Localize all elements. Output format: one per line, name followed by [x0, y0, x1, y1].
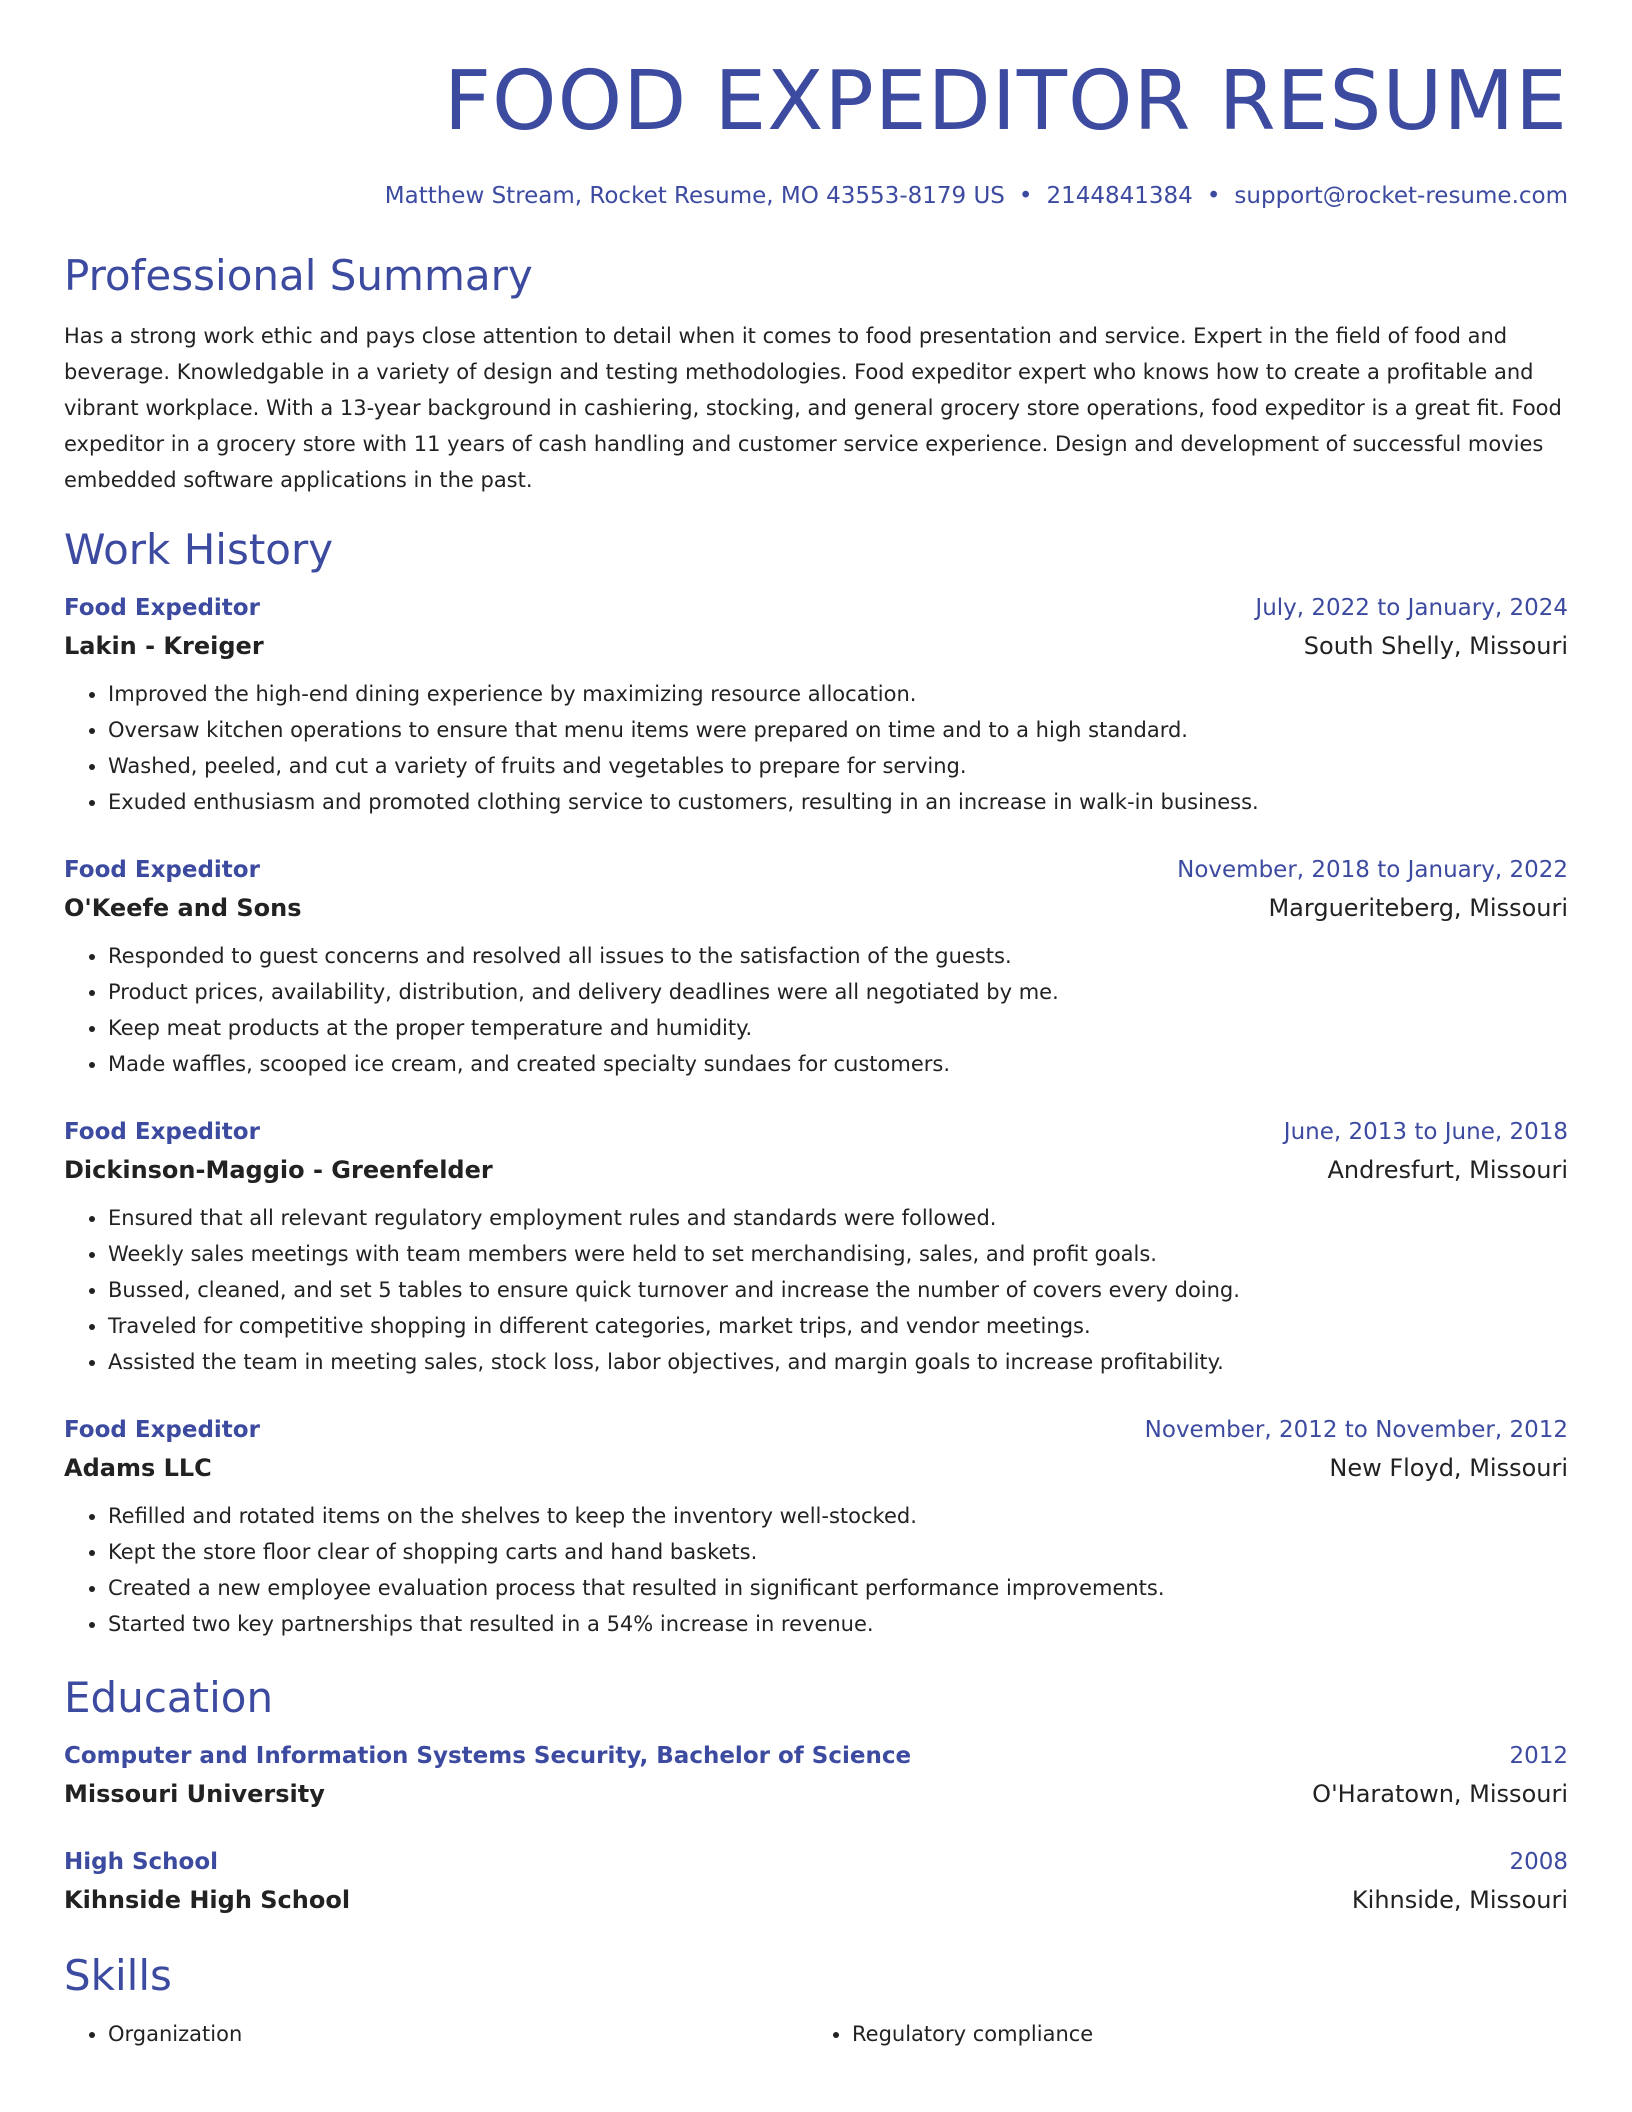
skills-heading: Skills [64, 1951, 172, 2000]
contact-phone: 2144841384 [1046, 183, 1193, 209]
contact-email[interactable]: support@rocket-resume.com [1234, 183, 1568, 209]
job-dates: July, 2022 to January, 2024 [1255, 595, 1568, 621]
job-role: Food Expeditor [64, 857, 260, 883]
job-bullet: • Keep meat products at the proper temperature and humidity. [108, 1010, 1568, 1046]
job-bullet: • Ensured that all relevant regulatory employment rules and standards were followed. [108, 1200, 1568, 1236]
job-bullet: • Made waffles, scooped ice cream, and created specialty sundaes for customers. [108, 1046, 1568, 1082]
job-bullet: • Started two key partnerships that resulted in a 54% increase in revenue. [108, 1606, 1568, 1642]
job-dates: November, 2018 to January, 2022 [1177, 857, 1568, 883]
education-degree: High School [64, 1849, 219, 1875]
job-location: New Floyd, Missouri [1329, 1454, 1568, 1482]
job-company: O'Keefe and Sons [64, 894, 302, 922]
work-history-heading: Work History [64, 525, 334, 574]
job-location: Margueriteberg, Missouri [1268, 894, 1568, 922]
job-dates: November, 2012 to November, 2012 [1144, 1417, 1568, 1443]
job-bullet: • Oversaw kitchen operations to ensure that menu items were prepared on time and to a high standard. [108, 712, 1568, 748]
contact-line [64, 180, 1568, 212]
job-bullet: • Bussed, cleaned, and set 5 tables to ensure quick turnover and increase the number of covers every doing. [108, 1272, 1568, 1308]
job-company-row [64, 1448, 1568, 1488]
job-header-row [64, 1412, 1568, 1448]
education-year: 2012 [1509, 1743, 1568, 1769]
education-entry [64, 1738, 1568, 1814]
job-role: Food Expeditor [64, 1119, 260, 1145]
job-location: South Shelly, Missouri [1303, 632, 1568, 660]
job-bullet: • Traveled for competitive shopping in different categories, market trips, and vendor meetings. [108, 1308, 1568, 1344]
job-company-row [64, 888, 1568, 928]
education-school: Missouri University [64, 1780, 325, 1808]
job-bullets [64, 938, 1568, 1082]
education-header-row [64, 1738, 1568, 1774]
job-header-row [64, 590, 1568, 626]
job-header-row [64, 852, 1568, 888]
job-bullet: • Kept the store floor clear of shopping carts and hand baskets. [108, 1534, 1568, 1570]
job-bullet: • Weekly sales meetings with team members were held to set merchandising, sales, and profit goals. [108, 1236, 1568, 1272]
job-bullet: • Washed, peeled, and cut a variety of fruits and vegetables to prepare for serving. [108, 748, 1568, 784]
contact-separator: • [1206, 183, 1221, 209]
skills-list [64, 2016, 1568, 2052]
contact-address: Matthew Stream, Rocket Resume, MO 43553-8179 US [384, 183, 1005, 209]
job-bullets [64, 676, 1568, 820]
job-header-row [64, 1114, 1568, 1150]
job-bullet: • Responded to guest concerns and resolved all issues to the satisfaction of the guests. [108, 938, 1568, 974]
job-bullets [64, 1200, 1568, 1380]
job-bullet: • Product prices, availability, distribution, and delivery deadlines were all negotiated by me. [108, 974, 1568, 1010]
job-entry [64, 852, 1568, 1082]
job-company-row [64, 1150, 1568, 1190]
education-school: Kihnside High School [64, 1886, 351, 1914]
education-heading: Education [64, 1673, 274, 1722]
job-company: Dickinson-Maggio - Greenfelder [64, 1156, 493, 1184]
job-bullet: • Assisted the team in meeting sales, stock loss, labor objectives, and margin goals to increase profitability. [108, 1344, 1568, 1380]
job-entry [64, 1114, 1568, 1380]
education-header-row [64, 1844, 1568, 1880]
job-entry [64, 1412, 1568, 1642]
education-location: Kihnside, Missouri [1351, 1886, 1568, 1914]
job-role: Food Expeditor [64, 1417, 260, 1443]
education-school-row [64, 1774, 1568, 1814]
job-bullet: • Improved the high-end dining experience by maximizing resource allocation. [108, 676, 1568, 712]
job-dates: June, 2013 to June, 2018 [1283, 1119, 1568, 1145]
job-bullet: • Exuded enthusiasm and promoted clothing service to customers, resulting in an increase in walk-in business. [108, 784, 1568, 820]
skills-column-left [64, 2016, 808, 2052]
job-company: Lakin - Kreiger [64, 632, 264, 660]
job-company-row [64, 626, 1568, 666]
job-company: Adams LLC [64, 1454, 212, 1482]
job-entry [64, 590, 1568, 820]
education-location: O'Haratown, Missouri [1312, 1780, 1568, 1808]
resume-page [64, 0, 1568, 2112]
job-bullet: • Created a new employee evaluation process that resulted in significant performance improvements. [108, 1570, 1568, 1606]
job-bullets [64, 1498, 1568, 1642]
contact-separator: • [1018, 183, 1033, 209]
skill-item: • Organization [108, 2016, 808, 2052]
education-degree: Computer and Information Systems Security, Bachelor of Science [64, 1743, 912, 1769]
skills-column-right [808, 2016, 1552, 2052]
job-role: Food Expeditor [64, 595, 260, 621]
job-bullet: • Refilled and rotated items on the shelves to keep the inventory well-stocked. [108, 1498, 1568, 1534]
skill-item: • Regulatory compliance [852, 2016, 1552, 2052]
education-year: 2008 [1509, 1849, 1568, 1875]
summary-heading: Professional Summary [64, 251, 533, 300]
education-entry [64, 1844, 1568, 1920]
summary-text: Has a strong work ethic and pays close attention to detail when it comes to food presentation and service. Expert in the field of food and beverage. Knowledgable in a variety of design and testing methodologies. Food expeditor expert who knows how to create a profitable and vibrant workplace. With a 13-year background in cashiering, stocking, and general grocery store operations, food expeditor is a great fit. Food expeditor in a grocery store with 11 years of cash handling and customer service experience. Design and development of successful movies embedded software applications in the past. [64, 324, 1562, 492]
job-location: Andresfurt, Missouri [1327, 1156, 1568, 1184]
education-school-row [64, 1880, 1568, 1920]
resume-title: FOOD EXPEDITOR RESUME [443, 54, 1568, 149]
